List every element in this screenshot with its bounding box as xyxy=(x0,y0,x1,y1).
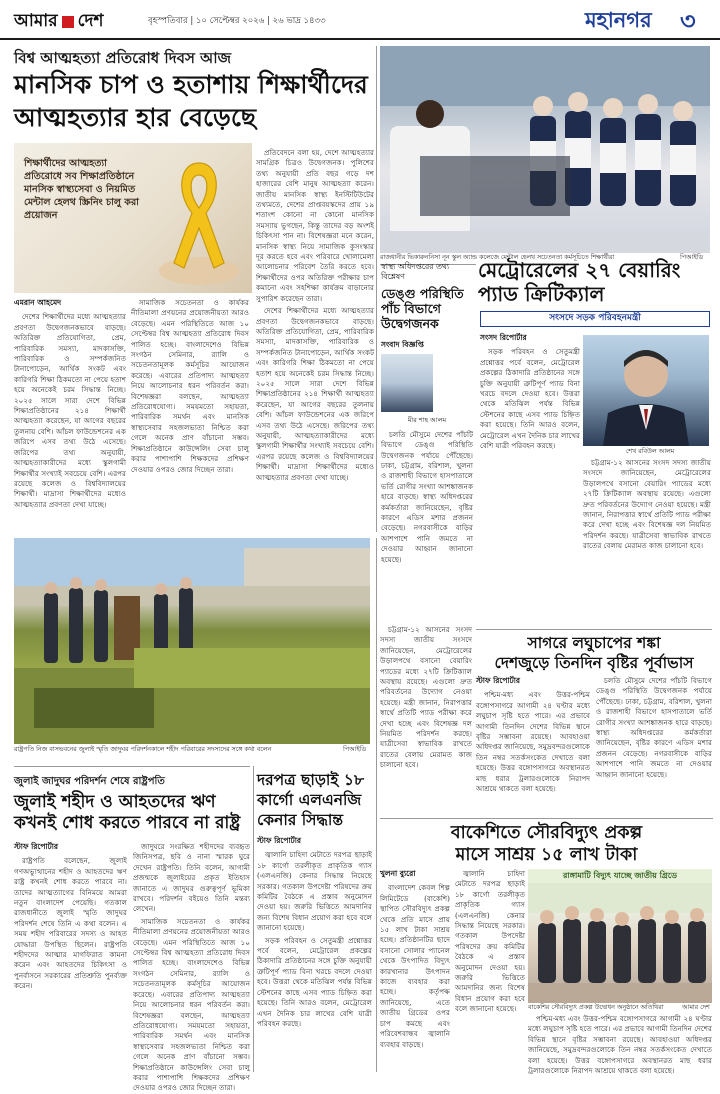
july-column-1-text: রাষ্ট্রপতি বলেছেন, জুলাই গণঅভ্যুত্থানের শহীদ ও আহতদের ঋণ রাষ্ট্র কখনই শোধ করতে পারবে না। তাদের আত্মত্যাগের বিনিময়ে আমরা নতুন বাংলাদেশ পেয়েছি। গতকাল রাজধানীতে জুলাই স্মৃতি জাদুঘর পরিদর্শন শেষে তিনি এ কথা বলেন। এ সময় শহীদ পরিবারের সদস্য ও আহত যোদ্ধারা উপস্থিত ছিলেন। রাষ্ট্রপতি শহীদদের আত্মার মাগফিরাত কামনা করেন এবং আহতদের চিকিৎসা ও পুনর্বাসনে সরকারের প্রতিশ্রুতি পুনর্ব্যক্ত করেন। xyxy=(14,856,127,991)
solar-column-2-text: জ্বালানি চাহিদা মেটাতে দরপত্র ছাড়াই ১৮ কার্গো তরলীকৃত প্রাকৃতিক গ্যাস (এলএনজি) কেনার সিদ্ধান্ত নিয়েছে সরকার। গতকাল উপদেষ্টা পরিষদের ক্রয় কমিটির বৈঠকে এ প্রস্তাব অনুমোদন দেওয়া হয়। জরুরি ভিত্তিতে আমদানির জন্য বিশেষ বিধান প্রয়োগ করা হবে বলে জানানো হয়েছে। xyxy=(455,869,525,1014)
students-photo xyxy=(380,46,710,253)
lead-column-3-text-repeat: দেশের শিক্ষার্থীদের মধ্যে আত্মহত্যার প্রবণতা উদ্বেগজনকভাবে বাড়ছে। অতিরিক্ত প্রতিযোগিতা, প্রেম, পারিবারিক সমস্যা, মাদকাসক্তি, পারিবারিক ও সম্পর্কজনিত টানাপোড়েন, আর্থিক সংকট এবং কারিগরি শিক্ষা ঠিকমতো না পেয়ে হতাশ হয়ে অনেকেই চরম সিদ্ধান্ত নিচ্ছে। ২০২৫ সালে সারা দেশে বিভিন্ন শিক্ষাপ্রতিষ্ঠানের ২১৪ শিক্ষার্থী আত্মহত্যা করেছেন, যা আগের বছরের তুলনায় বেশি। আঁচল ফাউন্ডেশনের এক জরিপে এসব তথ্য উঠে এসেছে। জরিপের তথ্য অনুযায়ী, আত্মহত্যাকারীদের মধ্যে স্কুলগামী শিক্ষার্থীর সংখ্যাই সবচেয়ে বেশি। এরপর রয়েছে কলেজ ও বিশ্ববিদ্যালয়ের শিক্ষার্থী। মাদ্রাসা শিক্ষার্থীদের মধ্যেও আত্মহত্যার প্রবণতা দেখা যাচ্ছে। xyxy=(256,306,374,482)
dengue-kicker: স্বাস্থ্য অধিদপ্তরের তথ্য বিশ্লেষণ xyxy=(381,262,450,281)
solar-photo-credit: আমার দেশ xyxy=(682,1004,710,1011)
masthead xyxy=(0,0,720,40)
lead-headline xyxy=(14,68,374,134)
logo-right-text: দেশ xyxy=(77,11,104,31)
students-photo-caption: রাজধানীর ভিকারুননিসা নূন স্কুল অ্যান্ড কলেজে মেন্টাল হেলথ সচেতনতা কর্মসূচিতে শিক্ষার্থীরা xyxy=(380,254,615,261)
rooftop-tour-credit: পিআইডি xyxy=(343,746,367,753)
dateline: বৃহস্পতিবার | ১০ সেপ্টেম্বর ২০২৬ | ২৬ ভাদ্র ১৪৩৩ xyxy=(148,16,326,26)
page-number: ৩ xyxy=(680,7,696,35)
lead-column-2 xyxy=(131,298,249,530)
solar-headline-line1: বাকেশিতে সৌরবিদ্যুৎ প্রকল্প xyxy=(450,823,643,843)
solar-top-rule xyxy=(380,818,713,819)
july-column-2 xyxy=(133,842,250,1093)
lead-column-1 xyxy=(14,298,126,530)
july-column-1 xyxy=(14,842,127,1072)
logo-red-square-icon xyxy=(62,16,74,28)
dengue-byline: সংবাদ বিজ্ঞপ্তি xyxy=(381,340,424,349)
section-title: মহানগর xyxy=(585,8,652,32)
lead-column-2-text: সামাজিক সচেতনতা ও কার্যকর নীতিমালা প্রণয়নের প্রয়োজনীয়তা আরও বেড়েছে। এমন পরিস্থিতিতে আজ ১০ সেপ্টেম্বর বিশ্ব আত্মহত্যা প্রতিরোধ দিবস পালিত হচ্ছে। বাংলাদেশেও বিভিন্ন সংগঠন সেমিনার, র‌্যালি ও সচেতনতামূলক কর্মসূচির আয়োজন করেছে। এবারের প্রতিপাদ্য আত্মহত্যা নিয়ে আলোচনার ধরন পরিবর্তন করা। বিশেষজ্ঞরা বলছেন, আত্মহত্যা প্রতিরোধযোগ্য। সময়মতো সহায়তা, পারিবারিক সমর্থন এবং মানসিক স্বাস্থ্যসেবার সহজলভ্যতা নিশ্চিত করা গেলে অনেক প্রাণ বাঁচানো সম্ভব। শিক্ষাপ্রতিষ্ঠানে কাউন্সেলিং সেবা চালু করার পাশাপাশি শিক্ষকদের প্রশিক্ষণ দেওয়ার ওপরও জোর দিচ্ছেন তারা। xyxy=(131,298,249,474)
dengue-column-continued xyxy=(380,625,472,815)
solar-photo-banner: রাঙ্গামাটি বিদ্যুৎ যাচ্ছে জাতীয় গ্রিডে xyxy=(528,869,712,883)
solar-event-illustration xyxy=(528,883,712,1003)
awareness-ribbon-graphic xyxy=(14,143,252,293)
metro-person-caption: শেখ রবিউল আলম xyxy=(625,448,675,455)
solar-event-photo xyxy=(528,869,712,1003)
dengue-headline: ডেঙ্গু পরিস্থিতি পাঁচ বিভাগে উদ্বেগজনক xyxy=(381,286,464,331)
solar-headline xyxy=(380,822,713,866)
lng-headline: দরপত্র ছাড়াই ১৮ কার্গো এলএনজি কেনার সিদ্ধান্ত xyxy=(257,771,364,829)
yellow-ribbon-icon xyxy=(154,153,244,288)
solar-byline: খুলনা ব্যুরো xyxy=(380,869,416,878)
weather-headline-line1: সাগরে লঘুচাপের শঙ্কা xyxy=(527,634,661,652)
solar-column-1-text: বাংলাদেশ কেবল শিল্প লিমিটেডে (বাকেশি) স্থাপিত সৌরবিদ্যুৎ প্রকল্প থেকে প্রতি মাসে প্রায় ১৫ লাখ টাকা সাশ্রয় হচ্ছে। প্রতিষ্ঠানটির ছাদে বসানো সোলার প্যানেল থেকে উৎপাদিত বিদ্যুৎ কারখানার উৎপাদন কাজে ব্যবহার করা হচ্ছে। কর্তৃপক্ষ জানিয়েছে, এতে জাতীয় গ্রিডের ওপর চাপ কমছে এবং পরিবেশবান্ধব জ্বালানি ব্যবহার বাড়ছে। xyxy=(380,883,450,1049)
july-top-rule xyxy=(14,766,250,767)
lead-headline-line2: আত্মহত্যার হার বেড়েছে xyxy=(14,103,257,132)
lead-kicker: বিশ্ব আত্মহত্যা প্রতিরোধ দিবস আজ xyxy=(14,49,231,67)
solar-headline-line2: মাসে সাশ্রয় ১৫ লাখ টাকা xyxy=(455,845,638,865)
dengue-person-name: মীর শাহ আলম xyxy=(407,416,447,425)
metro-byline: সংসদ রিপোর্টার xyxy=(480,333,527,342)
lng-column xyxy=(257,836,372,1072)
solar-column-1 xyxy=(380,869,450,1072)
dengue-column-continued-text: চট্টগ্রাম-১২ আসনের সংসদ সদস্য জাতীয় সংসদে জানিয়েছেন, মেট্রোরেলের উড়ালপথে বসানো বেয়ারিং প্যাডের মধ্যে ২৭টি ক্রিটিক্যাল অবস্থায় রয়েছে। এগুলো দ্রুত পরিবর্তনের উদ্যোগ নেওয়া হয়েছে। মন্ত্রী জানান, নিরাপত্তার স্বার্থে প্রতিটি প্যাড পরীক্ষা করে দেখা হচ্ছে এবং বিশেষজ্ঞ দল নিয়মিত পরিদর্শন করছে। যাত্রীসেবা স্বাভাবিক রাখতে রাতের বেলায় মেরামত কাজ চালানো হবে। xyxy=(380,625,472,770)
lead-byline: এমরান আহমেদ xyxy=(14,298,62,307)
students-photo-illustration xyxy=(380,46,710,253)
weather-column-1-text: পশ্চিম-মধ্য এবং উত্তর-পশ্চিম বঙ্গোপসাগরে আগামী ২৪ ঘণ্টার মধ্যে লঘুচাপ সৃষ্টি হতে পারে। এর প্রভাবে আগামী তিনদিন দেশের বিভিন্ন স্থানে বৃষ্টির সম্ভাবনা রয়েছে। আবহাওয়া অধিদপ্তর জানিয়েছে, সমুদ্রবন্দরগুলোকে তিন নম্বর সতর্কসংকেত দেখাতে বলা হয়েছে। উত্তর বঙ্গোপসাগরে অবস্থানরত মাছ ধরার ট্রলারগুলোকে নিরাপদ আশ্রয়ে থাকতে বলা হয়েছে। xyxy=(476,690,590,794)
weather-column-1 xyxy=(476,676,590,816)
logo-left-text: আমার xyxy=(14,11,58,31)
minister-portrait-illustration xyxy=(583,335,709,446)
weather-top-rule xyxy=(476,629,712,630)
weather-byline: স্টাফ রিপোর্টার xyxy=(476,676,521,685)
dengue-column-text: চলতি মৌসুমে দেশের পাঁচটি বিভাগে ডেঙ্গু পরিস্থিতি উদ্বেগজনক পর্যায়ে পৌঁছেছে। ঢাকা, চট্টগ্রাম, বরিশাল, খুলনা ও রাজশাহী বিভাগে হাসপাতালে ভর্তি রোগীর সংখ্যা আশঙ্কাজনক হারে বাড়ছে। স্বাস্থ্য অধিদপ্তরের কর্মকর্তারা জানিয়েছেন, বৃষ্টির কারণে এডিস মশার প্রজনন বেড়েছে। নগরবাসীকে বাড়ির আশপাশে পানি জমতে না দেওয়ার আহ্বান জানানো হয়েছে। xyxy=(381,429,473,564)
metro-minister-photo xyxy=(583,335,709,446)
lng-column-text: জ্বালানি চাহিদা মেটাতে দরপত্র ছাড়াই ১৮ কার্গো তরলীকৃত প্রাকৃতিক গ্যাস (এলএনজি) কেনার সিদ্ধান্ত নিয়েছে সরকার। গতকাল উপদেষ্টা পরিষদের ক্রয় কমিটির বৈঠকে এ প্রস্তাব অনুমোদন দেওয়া হয়। জরুরি ভিত্তিতে আমদানির জন্য বিশেষ বিধান প্রয়োগ করা হবে বলে জানানো হয়েছে। xyxy=(257,850,372,933)
solar-column-3-text: পশ্চিম-মধ্য এবং উত্তর-পশ্চিম বঙ্গোপসাগরে আগামী ২৪ ঘণ্টার মধ্যে লঘুচাপ সৃষ্টি হতে পারে। এর প্রভাবে আগামী তিনদিন দেশের বিভিন্ন স্থানে বৃষ্টির সম্ভাবনা রয়েছে। আবহাওয়া অধিদপ্তর জানিয়েছে, সমুদ্রবন্দরগুলোকে তিন নম্বর সতর্কসংকেত দেখাতে বলা হয়েছে। উত্তর বঙ্গোপসাগরে অবস্থানরত মাছ ধরার ট্রলারগুলোকে নিরাপদ আশ্রয়ে থাকতে বলা হয়েছে। xyxy=(528,1014,712,1076)
july-byline: স্টাফ রিপোর্টার xyxy=(14,842,59,851)
july-column-2-text-extra: সামাজিক সচেতনতা ও কার্যকর নীতিমালা প্রণয়নের প্রয়োজনীয়তা আরও বেড়েছে। এমন পরিস্থিতিতে আজ ১০ সেপ্টেম্বর বিশ্ব আত্মহত্যা প্রতিরোধ দিবস পালিত হচ্ছে। বাংলাদেশেও বিভিন্ন সংগঠন সেমিনার, র‌্যালি ও সচেতনতামূলক কর্মসূচির আয়োজন করেছে। এবারের প্রতিপাদ্য আত্মহত্যা নিয়ে আলোচনার ধরন পরিবর্তন করা। বিশেষজ্ঞরা বলছেন, আত্মহত্যা প্রতিরোধযোগ্য। সময়মতো সহায়তা, পারিবারিক সমর্থন এবং মানসিক স্বাস্থ্যসেবার সহজলভ্যতা নিশ্চিত করা গেলে অনেক প্রাণ বাঁচানো সম্ভব। শিক্ষাপ্রতিষ্ঠানে কাউন্সেলিং সেবা চালু করার পাশাপাশি শিক্ষকদের প্রশিক্ষণ দেওয়ার ওপরও জোর দিচ্ছেন তারা। xyxy=(133,916,250,1093)
metro-headline: মেট্রোরেলের ২৭ বেয়ারিং প্যাড ক্রিটিক্যাল xyxy=(478,258,681,306)
july-lng-divider xyxy=(253,766,254,1072)
july-headline: জুলাই শহীদ ও আহতদের ঋণ কখনই শোধ করতে পারবে না রাষ্ট্র xyxy=(14,792,241,833)
metro-column-1-text: সড়ক পরিবহন ও সেতুমন্ত্রী প্রশ্নোত্তর পর্বে বলেন, মেট্রোরেল প্রকল্পের ঠিকাদারি প্রতিষ্ঠানের সঙ্গে চুক্তি অনুযায়ী ত্রুটিপূর্ণ প্যাড বিনা খরচে বদলে দেওয়া হবে। উত্তরা থেকে মতিঝিল পর্যন্ত বিভিন্ন স্টেশনের কাছে এসব প্যাড চিহ্নিত করা হয়েছে। তিনি আরও বলেন, মেট্রোরেল এখন দৈনিক চার লাখের বেশি যাত্রী পরিবহন করছে। xyxy=(480,347,580,451)
lead-column-1-text: দেশের শিক্ষার্থীদের মধ্যে আত্মহত্যার প্রবণতা উদ্বেগজনকভাবে বাড়ছে। অতিরিক্ত প্রতিযোগিতা, প্রেম, পারিবারিক সমস্যা, মাদকাসক্তি, পারিবারিক ও সম্পর্কজনিত টানাপোড়েন, আর্থিক সংকট এবং কারিগরি শিক্ষা ঠিকমতো না পেয়ে হতাশ হয়ে অনেকেই চরম সিদ্ধান্ত নিচ্ছে। ২০২৫ সালে সারা দেশে বিভিন্ন শিক্ষাপ্রতিষ্ঠানের ২১৪ শিক্ষার্থী আত্মহত্যা করেছেন, যা আগের বছরের তুলনায় বেশি। আঁচল ফাউন্ডেশনের এক জরিপে এসব তথ্য উঠে এসেছে। জরিপের তথ্য অনুযায়ী, আত্মহত্যাকারীদের মধ্যে স্কুলগামী শিক্ষার্থীর সংখ্যাই সবচেয়ে বেশি। এরপর রয়েছে কলেজ ও বিশ্ববিদ্যালয়ের শিক্ষার্থী। মাদ্রাসা শিক্ষার্থীদের মধ্যেও আত্মহত্যার প্রবণতা দেখা যাচ্ছে। xyxy=(14,312,126,509)
rooftop-tour-caption: রাষ্ট্রপতি নিজ বাসভবনের জুলাই স্মৃতি জাদুঘর পরিদর্শনকালে শহীদ পরিবারের সদস্যদের সঙ্গে কথা বলেন xyxy=(14,746,272,753)
lng-column-text-extra: সড়ক পরিবহন ও সেতুমন্ত্রী প্রশ্নোত্তর পর্বে বলেন, মেট্রোরেল প্রকল্পের ঠিকাদারি প্রতিষ্ঠানের সঙ্গে চুক্তি অনুযায়ী ত্রুটিপূর্ণ প্যাড বিনা খরচে বদলে দেওয়া হবে। উত্তরা থেকে মতিঝিল পর্যন্ত বিভিন্ন স্টেশনের কাছে এসব প্যাড চিহ্নিত করা হয়েছে। তিনি আরও বলেন, মেট্রোরেল এখন দৈনিক চার লাখের বেশি যাত্রী পরিবহন করছে। xyxy=(257,935,372,1028)
weather-headline-line2: দেশজুড়ে তিনদিন বৃষ্টির পূর্বাভাস xyxy=(494,654,694,672)
dengue-column xyxy=(381,340,473,620)
metro-column-1 xyxy=(480,333,580,623)
solar-column-3 xyxy=(528,1014,712,1076)
column-divider xyxy=(376,46,377,532)
solar-column-2 xyxy=(455,869,525,1072)
lead-column-3 xyxy=(256,148,374,530)
july-column-2-text: জাদুঘরে সংরক্ষিত শহীদদের ব্যবহৃত জিনিসপত্র, ছবি ও নানা স্মারক ঘুরে দেখেন রাষ্ট্রপতি। তিনি বলেন, আগামী প্রজন্মকে জুলাইয়ের প্রকৃত ইতিহাস জানাতে এ জাদুঘর গুরুত্বপূর্ণ ভূমিকা রাখবে। পরিদর্শন বইয়েও তিনি মন্তব্য লেখেন। xyxy=(133,842,250,914)
metro-kicker-box: সংসদে সড়ক পরিবহনমন্ত্রী xyxy=(480,311,710,327)
weather-column-2 xyxy=(596,676,712,816)
lng-byline: স্টাফ রিপোর্টার xyxy=(257,836,302,845)
lead-headline-line1: মানসিক চাপ ও হতাশায় শিক্ষার্থীদের xyxy=(14,70,368,99)
newspaper-logo xyxy=(14,8,103,36)
students-photo-credit: পিআইডি xyxy=(680,254,704,261)
rooftop-tour-illustration xyxy=(14,538,370,744)
metro-column-2-text: চট্টগ্রাম-১২ আসনের সংসদ সদস্য জাতীয় সংসদে জানিয়েছেন, মেট্রোরেলের উড়ালপথে বসানো বেয়ারিং প্যাডের মধ্যে ২৭টি ক্রিটিক্যাল অবস্থায় রয়েছে। এগুলো দ্রুত পরিবর্তনের উদ্যোগ নেওয়া হয়েছে। মন্ত্রী জানান, নিরাপত্তার স্বার্থে প্রতিটি প্যাড পরীক্ষা করে দেখা হচ্ছে এবং বিশেষজ্ঞ দল নিয়মিত পরিদর্শন করছে। যাত্রীসেবা স্বাভাবিক রাখতে রাতের বেলায় মেরামত কাজ চালানো হবে। xyxy=(583,458,711,551)
ribbon-callout-text: শিক্ষার্থীদের আত্মহত্যা প্রতিরোধে সব শিক্ষাপ্রতিষ্ঠানে মানসিক স্বাস্থ্যসেবা ও নিয়মিত মেন্টাল হেলথ স্ক্রিনিং চালু করা প্রয়োজন xyxy=(24,158,139,221)
lead-column-3-text: প্রতিবেদনে বলা হয়, দেশে আত্মহত্যার সামগ্রিক চিত্রও উদ্বেগজনক। পুলিশের তথ্য অনুযায়ী প্রতি বছর গড়ে দশ হাজারের বেশি মানুষ আত্মহত্যা করেন। জাতীয় মানসিক স্বাস্থ্য ইনস্টিটিউটের তথ্যমতে, দেশের প্রাপ্তবয়স্কদের প্রায় ১৯ শতাংশ কোনো না কোনো মানসিক সমস্যায় ভুগছেন, কিন্তু তাদের বড় অংশই চিকিৎসা পান না। বিশেষজ্ঞরা মনে করেন, মানসিক স্বাস্থ্য নিয়ে সামাজিক কুসংস্কার দূর করতে হবে এবং পরিবারে খোলামেলা আলোচনার পরিবেশ তৈরি করতে হবে। শিক্ষার্থীদের ওপর অতিরিক্ত পরীক্ষার চাপ কমানো এবং সহশিক্ষা কার্যক্রম বাড়ানোর সুপারিশ করেছেন তারা। xyxy=(256,148,374,303)
metro-column-2 xyxy=(583,458,711,623)
rooftop-tour-photo xyxy=(14,538,370,744)
right-column-divider xyxy=(376,538,377,1072)
dengue-person-photo xyxy=(381,354,433,412)
solar-photo-caption: বাকেশির সৌরবিদ্যুৎ প্রকল্প উদ্বোধন অনুষ্ঠানে অতিথিরা xyxy=(528,1004,664,1011)
weather-headline xyxy=(476,633,712,673)
weather-column-2-text: চলতি মৌসুমে দেশের পাঁচটি বিভাগে ডেঙ্গু পরিস্থিতি উদ্বেগজনক পর্যায়ে পৌঁছেছে। ঢাকা, চট্টগ্রাম, বরিশাল, খুলনা ও রাজশাহী বিভাগে হাসপাতালে ভর্তি রোগীর সংখ্যা আশঙ্কাজনক হারে বাড়ছে। স্বাস্থ্য অধিদপ্তরের কর্মকর্তারা জানিয়েছেন, বৃষ্টির কারণে এডিস মশার প্রজনন বেড়েছে। নগরবাসীকে বাড়ির আশপাশে পানি জমতে না দেওয়ার আহ্বান জানানো হয়েছে। xyxy=(596,676,712,779)
july-kicker: জুলাই জাদুঘর পরিদর্শন শেষে রাষ্ট্রপতি xyxy=(14,776,165,787)
